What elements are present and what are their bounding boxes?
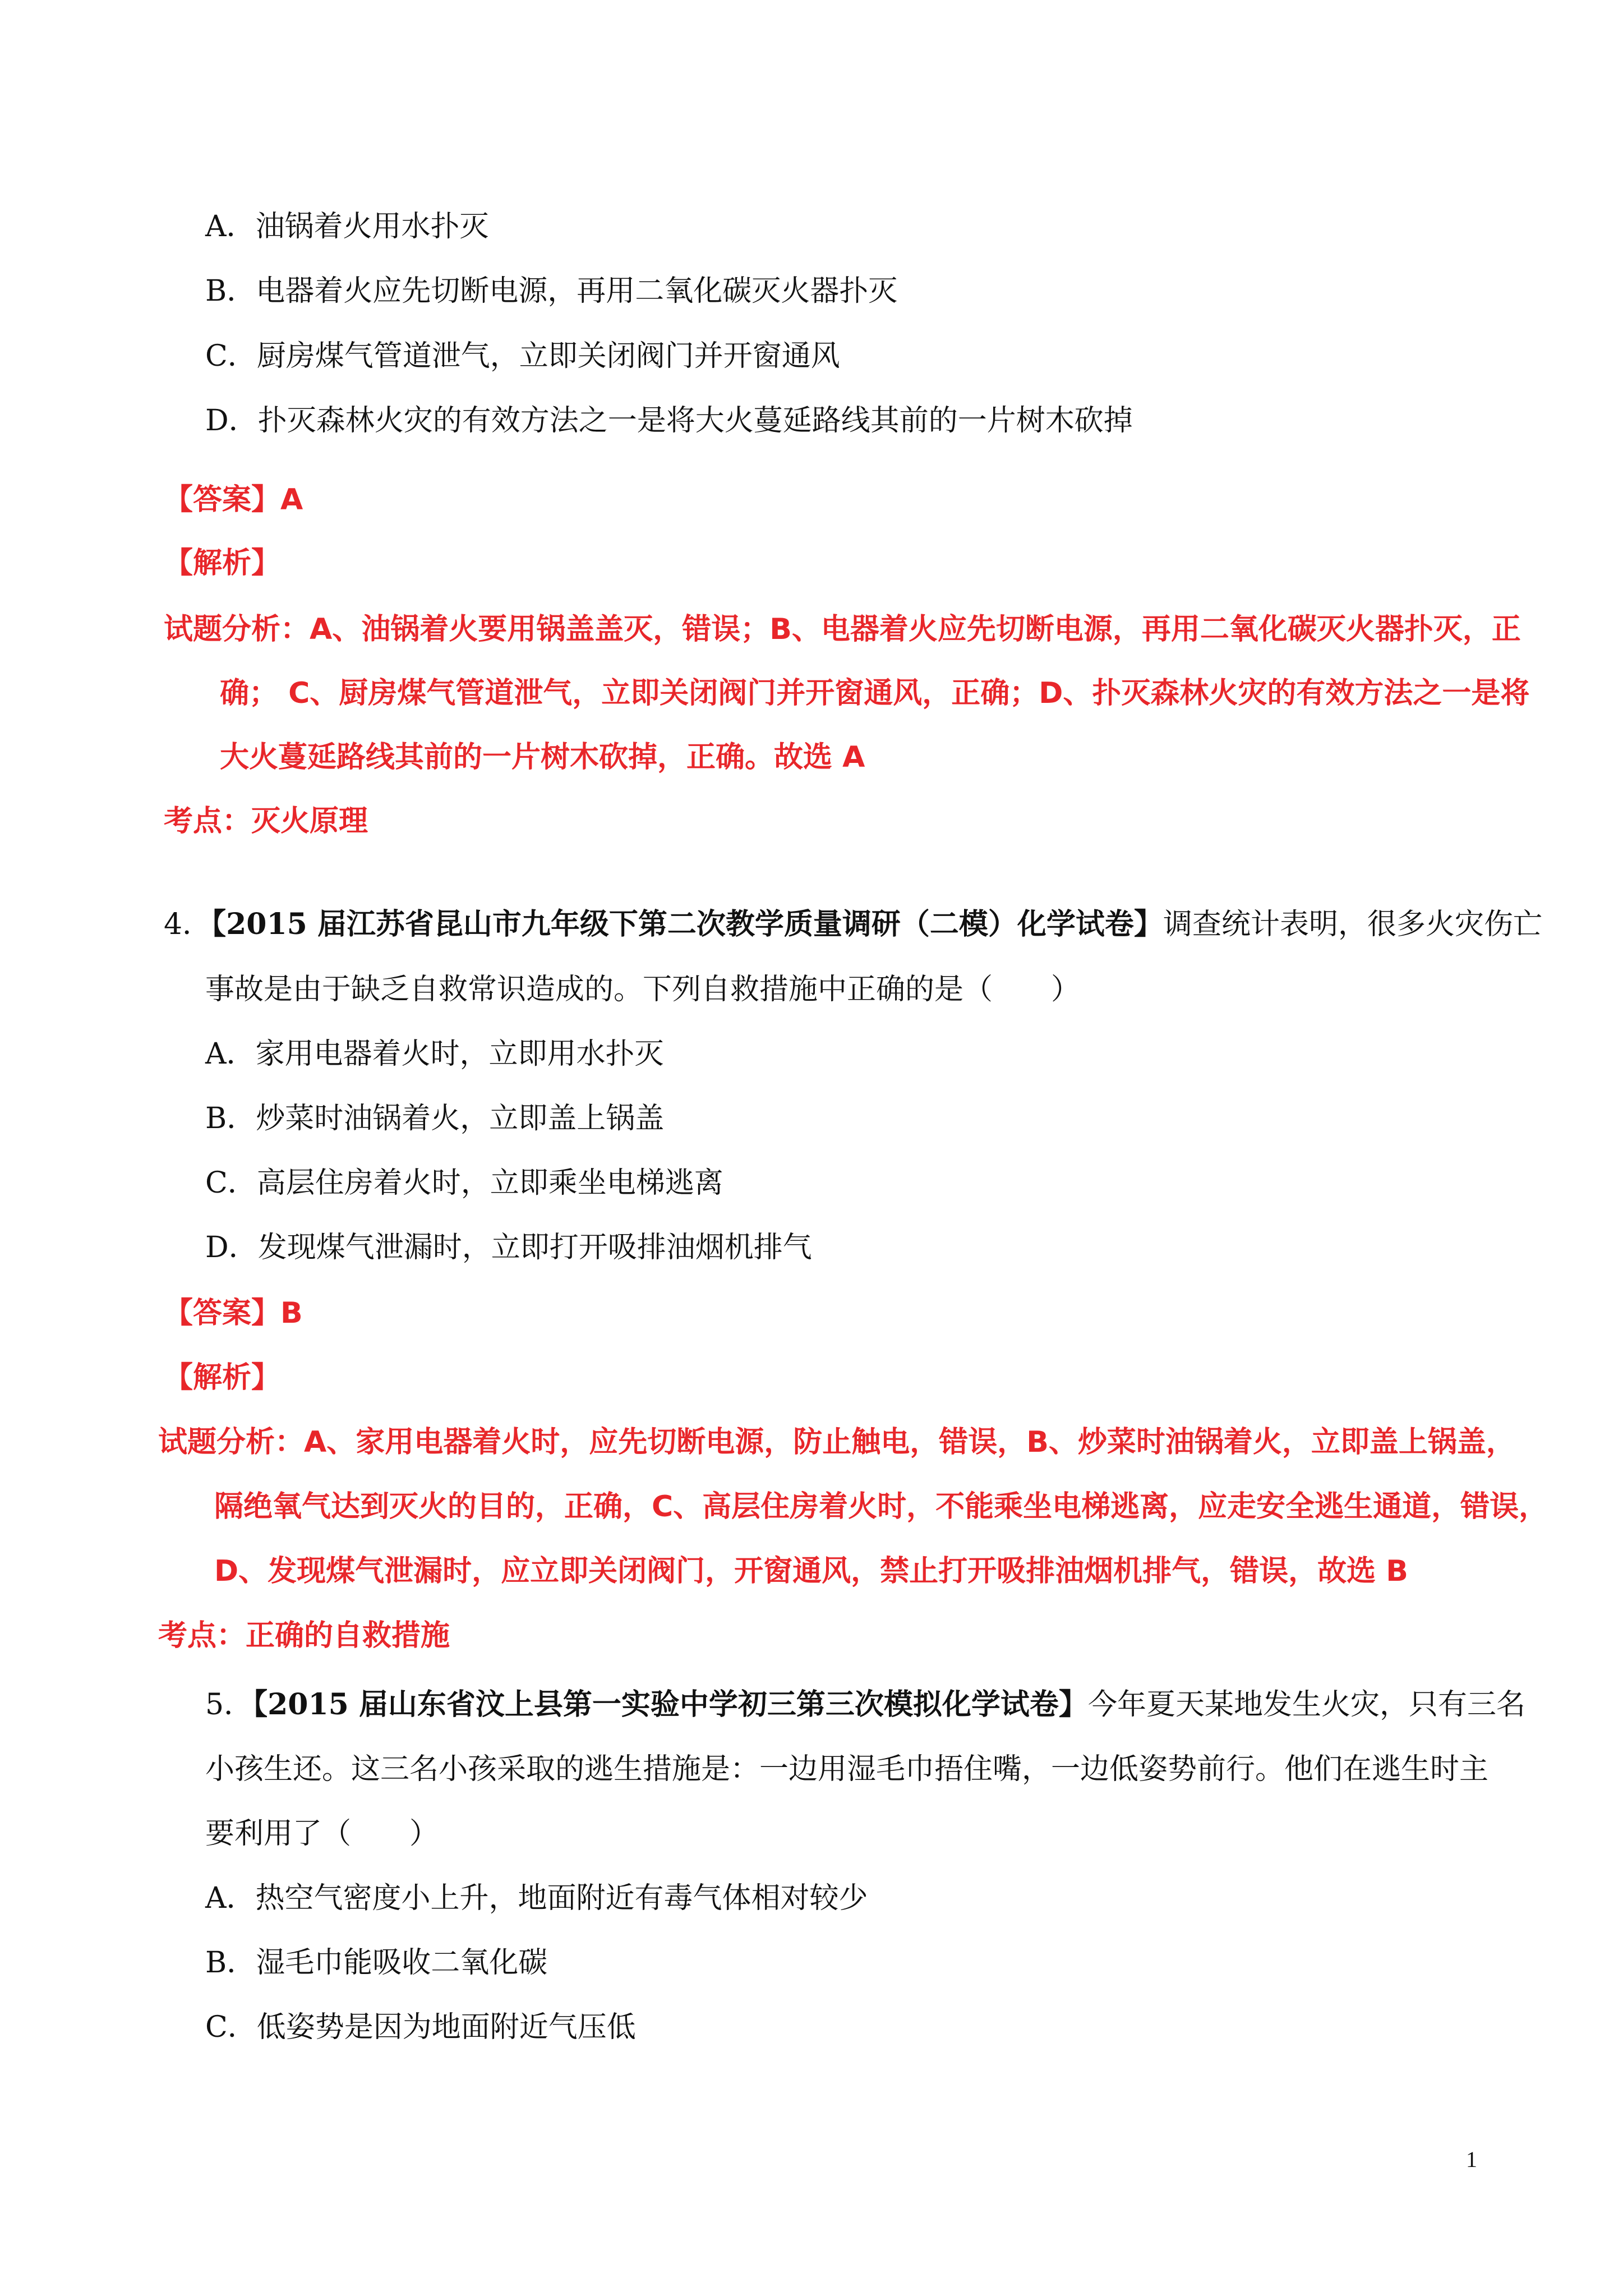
q4-analysis-line-3: D、发现煤气泄漏时，应立即关闭阀门，开窗通风，禁止打开吸排油烟机排气，错误，故选 B: [214, 1554, 1408, 1588]
b1-answer: 【答案】A: [164, 483, 303, 517]
q5-source: 【2015 届山东省汶上县第一实验中学初三第三次模拟化学试卷】: [253, 1687, 1088, 1722]
b1-option-c: C．厨房煤气管道泄气，立即关闭阀门并开窗通风: [205, 339, 840, 373]
q4-option-c: C．高层住房着火时，立即乘坐电梯逃离: [205, 1166, 723, 1200]
q4-answer: 【答案】B: [164, 1296, 303, 1330]
q5-stem-line-3: 要利用了（ ）: [205, 1817, 439, 1851]
b1-kaodian: 考点：灭火原理: [164, 804, 368, 838]
q4-stem-line-1: [164, 907, 1542, 941]
q5-option-b: B．湿毛巾能吸收二氧化碳: [205, 1946, 548, 1980]
q5-option-a: A．热空气密度小上升，地面附近有毒气体相对较少: [205, 1881, 868, 1915]
b1-option-a: A．油锅着火用水扑灭: [205, 210, 489, 243]
q4-option-d: D．发现煤气泄漏时，立即打开吸排油烟机排气: [205, 1231, 812, 1264]
q4-source: 【2015 届江苏省昆山市九年级下第二次教学质量调研（二模）化学试卷】: [211, 907, 1163, 941]
q4-stem-line-2: 事故是由于缺乏自救常识造成的。下列自救措施中正确的是（ ）: [205, 973, 1081, 1006]
q4-analysis-heading: 【解析】: [164, 1361, 281, 1395]
q4-option-a: A．家用电器着火时，立即用水扑灭: [205, 1037, 664, 1071]
q4-analysis-line-1: 试题分析：A、家用电器着火时，应先切断电源，防止触电，错误，B、炒菜时油锅着火，立即盖上锅盖，: [158, 1425, 1515, 1459]
q5-stem-line-1: [205, 1687, 1525, 1722]
b1-analysis-line-1: 试题分析：A、油锅着火要用锅盖盖灭，错误；B、电器着火应先切断电源，再用二氧化碳灭火器扑灭，正: [164, 613, 1521, 646]
b1-analysis-heading: 【解析】: [164, 546, 281, 580]
b1-analysis-line-3: 大火蔓延路线其前的一片树木砍掉，正确。故选 A: [220, 740, 865, 774]
b1-option-d: D．扑灭森林火灾的有效方法之一是将大火蔓延路线其前的一片树木砍掉: [205, 404, 1133, 438]
page-number: 1: [1466, 2147, 1477, 2172]
q5-stem-tail: 今年夏天某地发生火灾，只有三名: [1087, 1688, 1525, 1722]
q4-number: 4．: [164, 908, 212, 941]
q4-option-b: B．炒菜时油锅着火，立即盖上锅盖: [205, 1102, 665, 1135]
q5-option-c: C．低姿势是因为地面附近气压低: [205, 2010, 636, 2044]
q4-kaodian: 考点：正确的自救措施: [158, 1619, 450, 1653]
q5-number: 5．: [205, 1688, 253, 1722]
q5-stem-line-2: 小孩生还。这三名小孩采取的逃生措施是：一边用湿毛巾捂住嘴，一边低姿势前行。他们在逃生时主: [205, 1752, 1489, 1786]
b1-analysis-line-2: 确； C、厨房煤气管道泄气，立即关闭阀门并开窗通风，正确；D、扑灭森林火灾的有效方法之一是将: [220, 677, 1530, 710]
q4-analysis-line-2: 隔绝氧气达到灭火的目的，正确，C、高层住房着火时，不能乘坐电梯逃离，应走安全逃生通道，错误，: [214, 1490, 1548, 1524]
b1-option-b: B．电器着火应先切断电源，再用二氧化碳灭火器扑灭: [205, 274, 898, 308]
q4-stem-tail: 调查统计表明，很多火灾伤亡: [1163, 908, 1542, 941]
